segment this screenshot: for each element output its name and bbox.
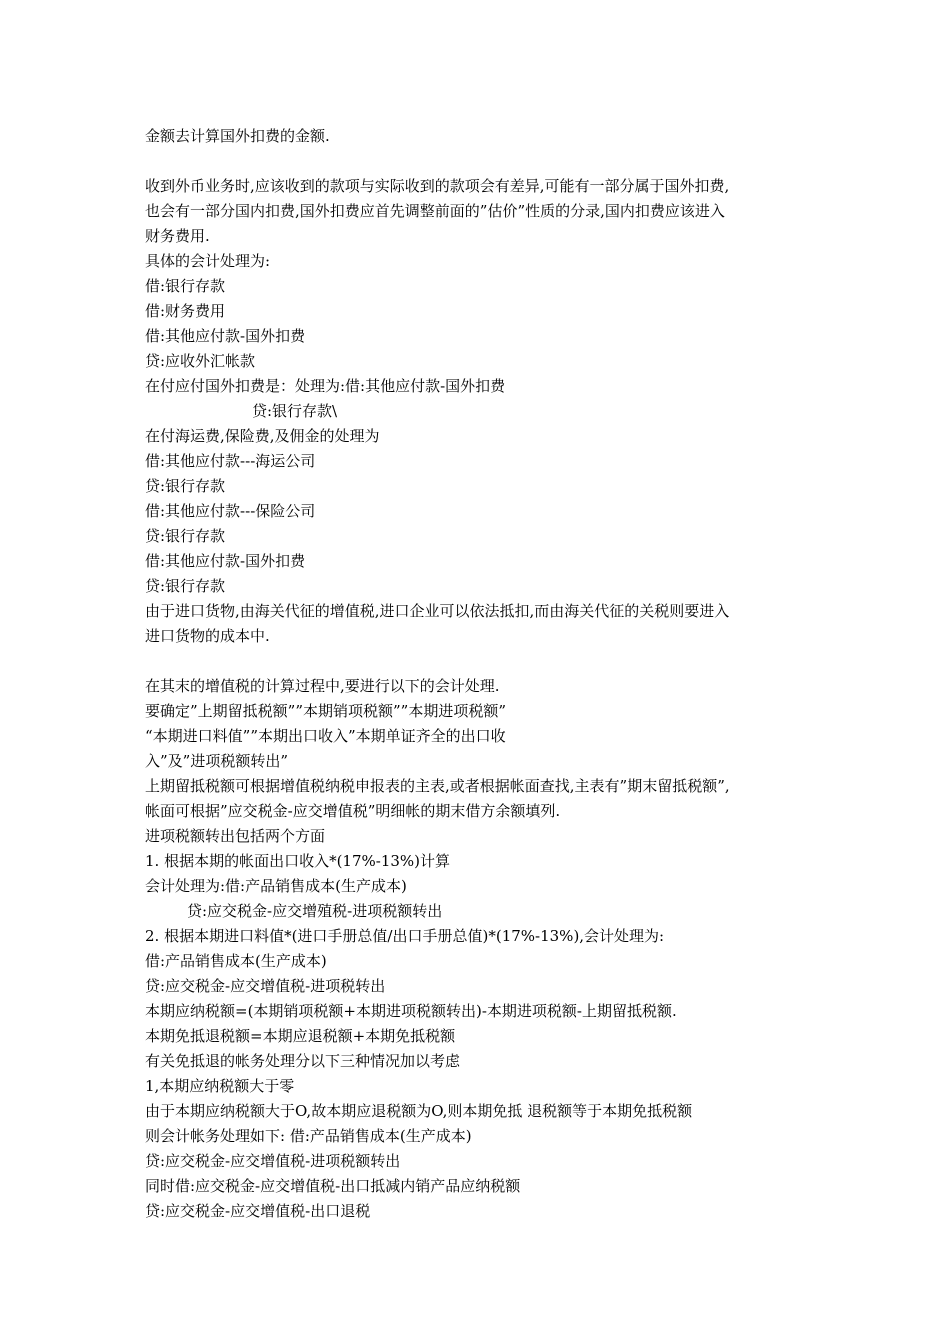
text-line: “本期进口料值””本期出口收入”本期单证齐全的出口收	[145, 727, 506, 745]
text-line: 入”及”进项税额转出”	[145, 752, 289, 770]
text-line: 在付海运费,保险费,及佣金的处理为	[145, 427, 380, 445]
text-line: 由于本期应纳税额大于O,故本期应退税额为O,则本期免抵 退税额等于本期免抵税额	[145, 1102, 693, 1120]
text-line: 借:银行存款	[145, 277, 226, 295]
text-line: 财务费用.	[145, 227, 210, 245]
text-line: 金额去计算国外扣费的金额.	[145, 127, 330, 145]
text-line: 会计处理为:借:产品销售成本(生产成本)	[145, 877, 407, 895]
text-line: 借:其他应付款---海运公司	[145, 452, 316, 470]
text-line: 贷:银行存款	[145, 577, 226, 595]
text-line: 贷:银行存款	[145, 527, 226, 545]
text-line: 贷:应交税金-应交增殖税-进项税额转出	[187, 902, 443, 920]
text-line: 借:其他应付款-国外扣费	[145, 552, 306, 570]
text-line: 在其末的增值税的计算过程中,要进行以下的会计处理.	[145, 677, 500, 695]
text-line: 1,本期应纳税额大于零	[145, 1077, 295, 1095]
text-line: 收到外币业务时,应该收到的款项与实际收到的款项会有差异,可能有一部分属于国外扣费,	[145, 177, 730, 195]
text-line: 贷:应交税金-应交增值税-进项税转出	[145, 977, 386, 995]
text-line: 本期应纳税额=(本期销项税额+本期进项税额转出)-本期进项税额-上期留抵税额.	[145, 1002, 677, 1020]
text-line: 1. 根据本期的帐面出口收入*(17%-13%)计算	[145, 852, 451, 870]
text-line: 贷:应交税金-应交增值税-进项税额转出	[145, 1152, 401, 1170]
text-line: 贷:银行存款\	[252, 402, 338, 420]
text-line: 贷:应收外汇帐款	[145, 352, 256, 370]
text-line: 同时借:应交税金-应交增值税-出口抵减内销产品应纳税额	[145, 1177, 521, 1195]
text-line: 由于进口货物,由海关代征的增值税,进口企业可以依法抵扣,而由海关代征的关税则要进入	[145, 602, 730, 620]
text-line: 则会计帐务处理如下: 借:产品销售成本(生产成本)	[145, 1127, 472, 1145]
text-line: 要确定”上期留抵税额””本期销项税额””本期进项税额”	[145, 702, 507, 720]
text-line: 上期留抵税额可根据增值税纳税申报表的主表,或者根据帐面查找,主表有”期末留抵税额”,	[145, 777, 730, 795]
text-line: 在付应付国外扣费是：处理为:借:其他应付款-国外扣费	[145, 377, 506, 395]
text-line: 2. 根据本期进口料值*(进口手册总值/出口手册总值)*(17%-13%),会计处理为:	[145, 927, 665, 945]
text-line: 进口货物的成本中.	[145, 627, 270, 645]
text-line: 进项税额转出包括两个方面	[145, 827, 326, 845]
text-line: 贷:应交税金-应交增值税-出口退税	[145, 1202, 371, 1220]
text-line: 帐面可根据”应交税金-应交增值税”明细帐的期末借方余额填列.	[145, 802, 561, 820]
text-line: 贷:银行存款	[145, 477, 226, 495]
text-line: 具体的会计处理为:	[145, 252, 271, 270]
text-line: 有关免抵退的帐务处理分以下三种情况加以考虑	[145, 1052, 461, 1070]
text-line: 借:财务费用	[145, 302, 226, 320]
text-line: 也会有一部分国内扣费,国外扣费应首先调整前面的”估价”性质的分录,国内扣费应该进入	[145, 202, 725, 220]
text-line: 本期免抵退税额=本期应退税额+本期免抵税额	[145, 1027, 456, 1045]
text-line: 借:其他应付款-国外扣费	[145, 327, 306, 345]
text-line: 借:产品销售成本(生产成本)	[145, 952, 327, 970]
text-line: 借:其他应付款---保险公司	[145, 502, 316, 520]
